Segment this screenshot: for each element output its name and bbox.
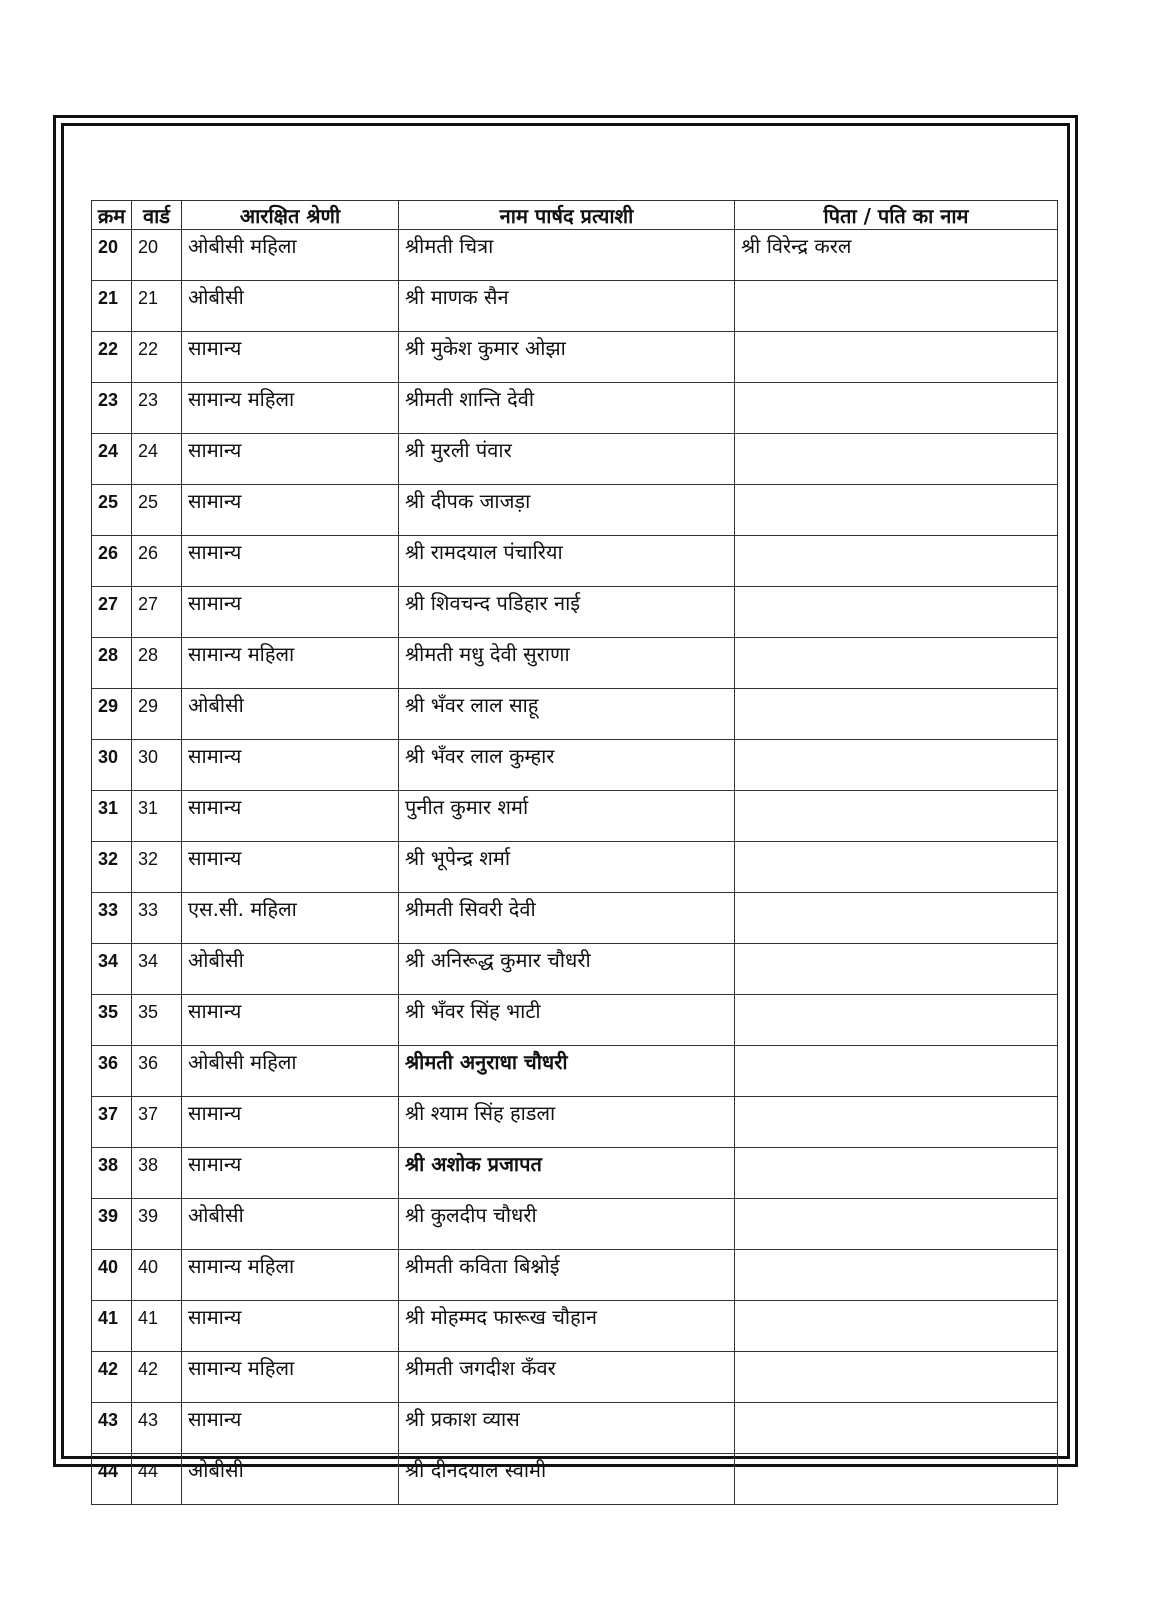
cell-kram: 37 — [92, 1097, 132, 1148]
table-row — [92, 383, 1058, 434]
table-row — [92, 740, 1058, 791]
cell-kram: 34 — [92, 944, 132, 995]
cell-parent-name — [735, 434, 1058, 485]
cell-candidate-name: श्री मुरली पंवार — [399, 434, 735, 485]
cell-kram: 44 — [92, 1454, 132, 1505]
cell-category: सामान्य महिला — [182, 1250, 399, 1301]
table-row — [92, 638, 1058, 689]
cell-ward: 36 — [132, 1046, 182, 1097]
table-body — [92, 230, 1058, 1505]
cell-parent-name — [735, 842, 1058, 893]
cell-parent-name — [735, 791, 1058, 842]
cell-parent-name — [735, 689, 1058, 740]
cell-ward: 26 — [132, 536, 182, 587]
table-row — [92, 1352, 1058, 1403]
cell-parent-name — [735, 1250, 1058, 1301]
cell-kram: 23 — [92, 383, 132, 434]
cell-category: ओबीसी — [182, 281, 399, 332]
cell-ward: 34 — [132, 944, 182, 995]
table-row — [92, 1097, 1058, 1148]
cell-category: ओबीसी महिला — [182, 230, 399, 281]
table-row — [92, 1199, 1058, 1250]
table-row — [92, 1148, 1058, 1199]
cell-parent-name — [735, 587, 1058, 638]
cell-candidate-name: श्री भँवर लाल कुम्हार — [399, 740, 735, 791]
cell-kram: 31 — [92, 791, 132, 842]
cell-kram: 30 — [92, 740, 132, 791]
cell-candidate-name: श्री कुलदीप चौधरी — [399, 1199, 735, 1250]
cell-candidate-name: श्री मोहम्मद फारूख चौहान — [399, 1301, 735, 1352]
table-row — [92, 485, 1058, 536]
cell-category: एस.सी. महिला — [182, 893, 399, 944]
table-row — [92, 587, 1058, 638]
header-kram: क्रम — [92, 201, 132, 230]
cell-category: सामान्य महिला — [182, 638, 399, 689]
cell-parent-name: श्री विरेन्द्र करल — [735, 230, 1058, 281]
cell-category: सामान्य महिला — [182, 1352, 399, 1403]
table-row — [92, 995, 1058, 1046]
cell-kram: 27 — [92, 587, 132, 638]
cell-category: सामान्य — [182, 1403, 399, 1454]
cell-category: सामान्य — [182, 791, 399, 842]
cell-kram: 41 — [92, 1301, 132, 1352]
cell-kram: 35 — [92, 995, 132, 1046]
cell-candidate-name: श्री भँवर सिंह भाटी — [399, 995, 735, 1046]
cell-parent-name — [735, 536, 1058, 587]
cell-candidate-name: श्री माणक सैन — [399, 281, 735, 332]
cell-parent-name — [735, 281, 1058, 332]
cell-kram: 21 — [92, 281, 132, 332]
cell-category: सामान्य — [182, 1148, 399, 1199]
cell-candidate-name: श्रीमती कविता बिश्नोई — [399, 1250, 735, 1301]
cell-category: सामान्य — [182, 485, 399, 536]
cell-category: सामान्य महिला — [182, 383, 399, 434]
cell-parent-name — [735, 944, 1058, 995]
cell-kram: 43 — [92, 1403, 132, 1454]
cell-ward: 44 — [132, 1454, 182, 1505]
cell-candidate-name: श्रीमती सिवरी देवी — [399, 893, 735, 944]
cell-ward: 38 — [132, 1148, 182, 1199]
cell-category: ओबीसी — [182, 689, 399, 740]
cell-parent-name — [735, 1148, 1058, 1199]
cell-category: ओबीसी — [182, 944, 399, 995]
cell-candidate-name: श्री दीनदयाल स्वामी — [399, 1454, 735, 1505]
table-row — [92, 689, 1058, 740]
cell-ward: 27 — [132, 587, 182, 638]
cell-ward: 23 — [132, 383, 182, 434]
cell-parent-name — [735, 740, 1058, 791]
cell-ward: 24 — [132, 434, 182, 485]
cell-parent-name — [735, 1403, 1058, 1454]
cell-category: सामान्य — [182, 740, 399, 791]
cell-kram: 40 — [92, 1250, 132, 1301]
cell-candidate-name: श्री मुकेश कुमार ओझा — [399, 332, 735, 383]
cell-kram: 28 — [92, 638, 132, 689]
candidates-table — [91, 200, 1058, 1505]
cell-parent-name — [735, 638, 1058, 689]
header-candidate-name: नाम पार्षद प्रत्याशी — [399, 201, 735, 230]
cell-category: सामान्य — [182, 1097, 399, 1148]
cell-candidate-name: श्रीमती अनुराधा चौधरी — [399, 1046, 735, 1097]
cell-category: ओबीसी — [182, 1199, 399, 1250]
table-row — [92, 1250, 1058, 1301]
cell-ward: 21 — [132, 281, 182, 332]
cell-ward: 20 — [132, 230, 182, 281]
cell-parent-name — [735, 332, 1058, 383]
cell-kram: 32 — [92, 842, 132, 893]
cell-category: सामान्य — [182, 536, 399, 587]
cell-ward: 39 — [132, 1199, 182, 1250]
table-row — [92, 281, 1058, 332]
cell-ward: 43 — [132, 1403, 182, 1454]
cell-kram: 36 — [92, 1046, 132, 1097]
cell-kram: 29 — [92, 689, 132, 740]
cell-candidate-name: श्रीमती चित्रा — [399, 230, 735, 281]
cell-parent-name — [735, 1454, 1058, 1505]
cell-kram: 39 — [92, 1199, 132, 1250]
cell-category: सामान्य — [182, 1301, 399, 1352]
cell-kram: 20 — [92, 230, 132, 281]
cell-category: ओबीसी महिला — [182, 1046, 399, 1097]
cell-parent-name — [735, 1046, 1058, 1097]
cell-category: ओबीसी — [182, 1454, 399, 1505]
table-row — [92, 1454, 1058, 1505]
cell-candidate-name: श्रीमती शान्ति देवी — [399, 383, 735, 434]
cell-candidate-name: श्री दीपक जाजड़ा — [399, 485, 735, 536]
cell-ward: 42 — [132, 1352, 182, 1403]
cell-candidate-name: श्री अनिरूद्ध कुमार चौधरी — [399, 944, 735, 995]
table-row — [92, 791, 1058, 842]
table-row — [92, 1403, 1058, 1454]
cell-ward: 30 — [132, 740, 182, 791]
table-row — [92, 842, 1058, 893]
cell-candidate-name: श्री अशोक प्रजापत — [399, 1148, 735, 1199]
cell-candidate-name: श्री भँवर लाल साहू — [399, 689, 735, 740]
table-header-row — [92, 201, 1058, 230]
cell-ward: 41 — [132, 1301, 182, 1352]
cell-category: सामान्य — [182, 995, 399, 1046]
cell-kram: 26 — [92, 536, 132, 587]
cell-category: सामान्य — [182, 587, 399, 638]
table-row — [92, 332, 1058, 383]
cell-parent-name — [735, 893, 1058, 944]
cell-category: सामान्य — [182, 434, 399, 485]
cell-kram: 42 — [92, 1352, 132, 1403]
table-row — [92, 434, 1058, 485]
table-row — [92, 230, 1058, 281]
cell-kram: 24 — [92, 434, 132, 485]
cell-candidate-name: श्री भूपेन्द्र शर्मा — [399, 842, 735, 893]
cell-parent-name — [735, 1199, 1058, 1250]
cell-ward: 22 — [132, 332, 182, 383]
cell-category: सामान्य — [182, 842, 399, 893]
cell-candidate-name: श्री रामदयाल पंचारिया — [399, 536, 735, 587]
cell-parent-name — [735, 995, 1058, 1046]
table-row — [92, 1301, 1058, 1352]
header-parent-name: पिता / पति का नाम — [735, 201, 1058, 230]
cell-parent-name — [735, 1352, 1058, 1403]
cell-kram: 25 — [92, 485, 132, 536]
cell-ward: 25 — [132, 485, 182, 536]
cell-ward: 40 — [132, 1250, 182, 1301]
cell-ward: 35 — [132, 995, 182, 1046]
cell-ward: 29 — [132, 689, 182, 740]
cell-candidate-name: श्री शिवचन्द पडिहार नाई — [399, 587, 735, 638]
cell-ward: 33 — [132, 893, 182, 944]
cell-candidate-name: श्रीमती मधु देवी सुराणा — [399, 638, 735, 689]
cell-candidate-name: श्री श्याम सिंह हाडला — [399, 1097, 735, 1148]
table-row — [92, 893, 1058, 944]
cell-parent-name — [735, 1097, 1058, 1148]
cell-candidate-name: श्रीमती जगदीश कँवर — [399, 1352, 735, 1403]
cell-kram: 33 — [92, 893, 132, 944]
cell-ward: 28 — [132, 638, 182, 689]
cell-ward: 31 — [132, 791, 182, 842]
header-category: आरक्षित श्रेणी — [182, 201, 399, 230]
cell-kram: 38 — [92, 1148, 132, 1199]
cell-parent-name — [735, 485, 1058, 536]
cell-parent-name — [735, 383, 1058, 434]
header-ward: वार्ड — [132, 201, 182, 230]
table-row — [92, 1046, 1058, 1097]
cell-candidate-name: पुनीत कुमार शर्मा — [399, 791, 735, 842]
cell-candidate-name: श्री प्रकाश व्यास — [399, 1403, 735, 1454]
cell-kram: 22 — [92, 332, 132, 383]
table-row — [92, 944, 1058, 995]
cell-category: सामान्य — [182, 332, 399, 383]
cell-ward: 37 — [132, 1097, 182, 1148]
cell-ward: 32 — [132, 842, 182, 893]
cell-parent-name — [735, 1301, 1058, 1352]
table-row — [92, 536, 1058, 587]
